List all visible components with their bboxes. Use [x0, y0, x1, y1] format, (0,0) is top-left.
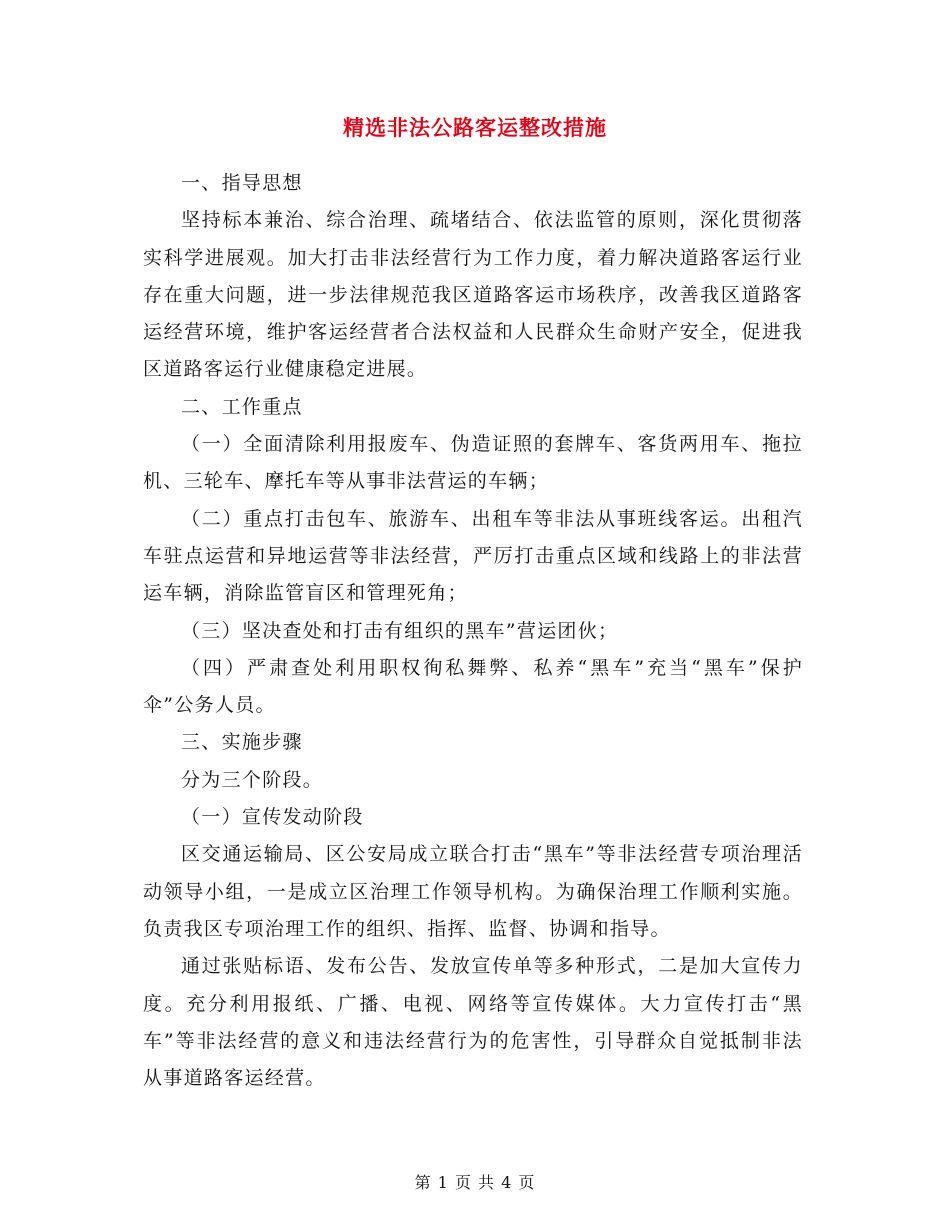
body-paragraph: （二）重点打击包车、旅游车、出租车等非法从事班线客运。出租汽车驻点运营和异地运营等非法经营，严厉打击重点区域和线路上的非法营运车辆，消除监管盲区和管理死角； [143, 507, 803, 605]
page-footer [0, 1170, 950, 1193]
section-heading-work-focus: 二、工作重点 [181, 395, 303, 418]
body-paragraph: （三）坚决查处和打击有组织的黑车”营运团伙； [181, 619, 619, 642]
body-paragraph: 坚持标本兼治、综合治理、疏堵结合、依法监管的原则，深化贯彻落实科学进展观。加大打击非法经营行为工作力度，着力解决道路客运行业存在重大问题，进一步法律规范我区道路客运市场秩序，改善我区道路客运经营环境，维护客运经营者合法权益和人民群众生命财产安全，促进我区道路客运行业健康稳定进展。 [143, 209, 803, 381]
body-paragraph: 区交通运输局、区公安局成立联合打击“黑车”等非法经营专项治理活动领导小组，一是成立区治理工作领导机构。为确保治理工作顺利实施。负责我区专项治理工作的组织、指挥、监督、协调和指导。 [143, 843, 803, 940]
body-paragraph: 分为三个阶段。 [181, 768, 324, 791]
sub-heading-publicity-stage: （一）宣传发动阶段 [181, 806, 364, 829]
body-paragraph: （一）全面清除利用报废车、伪造证照的套牌车、客货两用车、拖拉机、三轮车、摩托车等从事非法营运的车辆； [143, 433, 803, 493]
body-paragraph: 通过张贴标语、发布公告、发放宣传单等多种形式，二是加大宣传力度。充分利用报纸、广播、电视、网络等宣传媒体。大力宣传打击“黑车”等非法经营的意义和违法经营行为的危害性，引导群众自觉抵制非法从事道路客运经营。 [143, 955, 803, 1090]
section-heading-guiding-ideology: 一、指导思想 [181, 172, 303, 194]
body-paragraph: （四）严肃查处利用职权徇私舞弊、私养“黑车”充当“黑车”保护伞”公务人员。 [143, 656, 803, 717]
document-body [143, 165, 803, 1097]
section-heading-implementation-steps: 三、实施步骤 [181, 731, 303, 754]
page-number-label: 第 1 页 共 4 页 [414, 1173, 536, 1192]
document-title: 精选非法公路客运整改措施 [343, 115, 607, 140]
